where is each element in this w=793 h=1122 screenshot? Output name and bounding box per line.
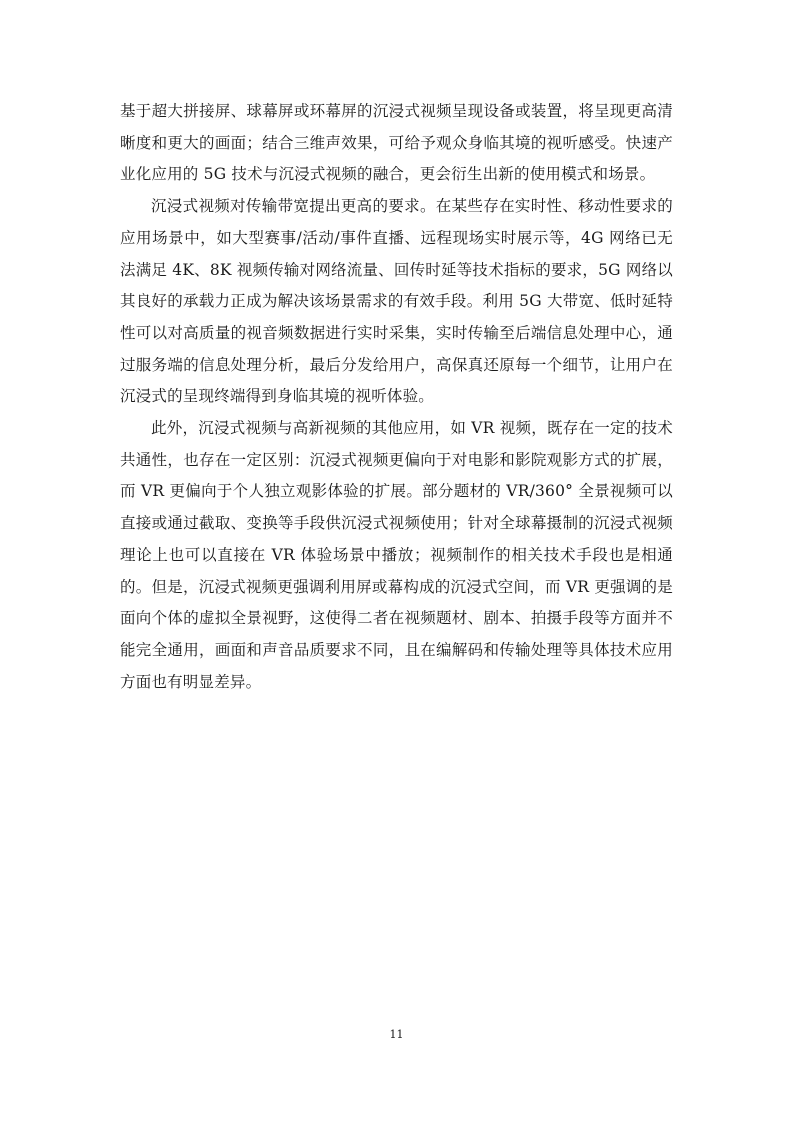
paragraph-1: 基于超大拼接屏、球幕屏或环幕屏的沉浸式视频呈现设备或装置，将呈现更高清晰度和更大的画面；结合三维声效果，可给予观众身临其境的视听感受。快速产业化应用的 5G 技术与沉浸式视频的融合，更会衍生出新的使用模式和场景。 — [120, 102, 673, 184]
paragraph-3: 此外，沉浸式视频与高新视频的其他应用，如 VR 视频，既存在一定的技术共通性，也存在一定区别：沉浸式视频更偏向于对电影和影院观影方式的扩展，而 VR 更偏向于个人独立观影体验的扩展。部分题材的 VR/360° 全景视频可以直接或通过截取、变换等手段供沉浸式视频使用；针对全球幕摄制的沉浸式视频理论上也可以直接在 VR 体验场景中播放；视频制作的相关技术手段也是相通的。但是，沉浸式视频更强调利用屏或幕构成的沉浸式空间，而 VR 更强调的是面向个体的虚拟全景视野，这使得二者在视频题材、剧本、拍摄手段等方面并不能完全通用，画面和声音品质要求不同，且在编解码和传输处理等具体技术应用方面也有明显差异。 — [120, 419, 673, 691]
paragraph-2: 沉浸式视频对传输带宽提出更高的要求。在某些存在实时性、移动性要求的应用场景中，如大型赛事/活动/事件直播、远程现场实时展示等，4G 网络已无法满足 4K、8K 视频传输对网络流量、回传时延等技术指标的要求，5G 网络以其良好的承载力正成为解决该场景需求的有效手段。利用 5G 大带宽、低时延特性可以对高质量的视音频数据进行实时采集，实时传输至后端信息处理中心，通过服务端的信息处理分析，最后分发给用户，高保真还原每一个细节，让用户在沉浸式的呈现终端得到身临其境的视听体验。 — [120, 197, 673, 406]
body-text — [120, 96, 673, 698]
page-number: 11 — [389, 1028, 404, 1041]
